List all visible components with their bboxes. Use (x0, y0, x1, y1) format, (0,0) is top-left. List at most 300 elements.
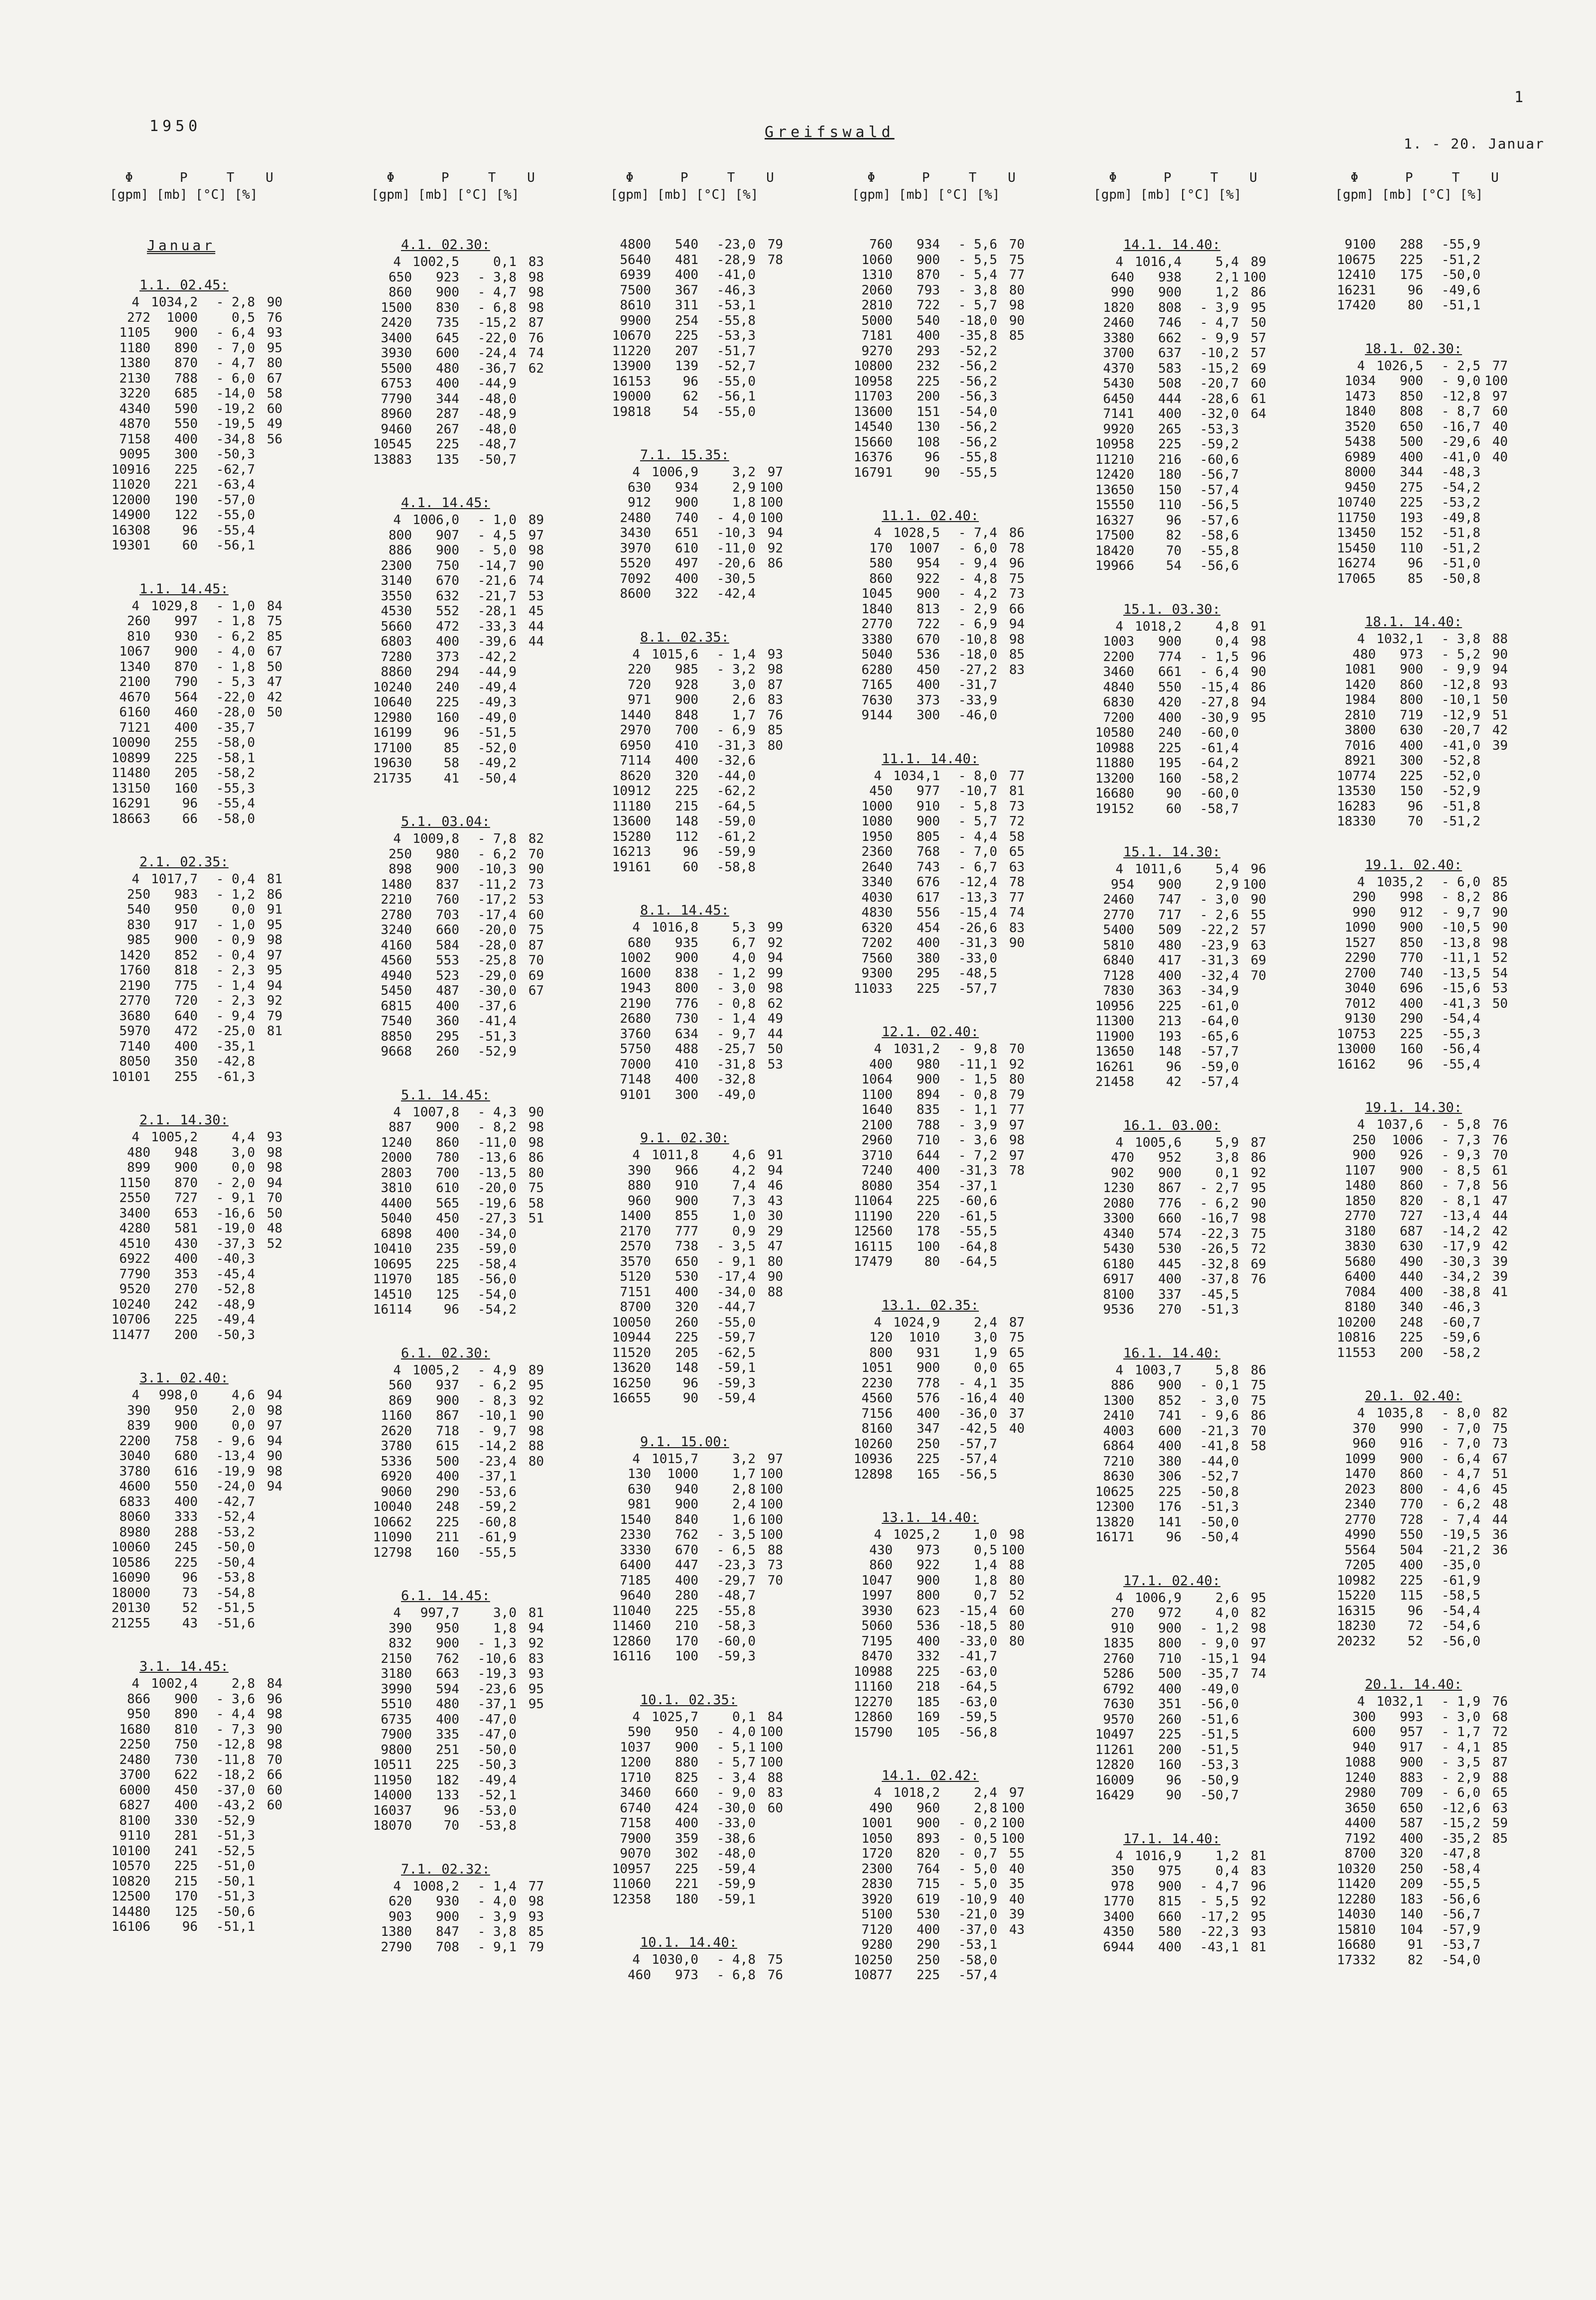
pressure-cell: 926 (1400, 1148, 1423, 1163)
humidity-cell: 78 (767, 252, 783, 268)
table-row (1335, 1209, 1594, 1224)
pressure-cell: 250 (1400, 1861, 1423, 1877)
humidity-cell (517, 756, 544, 771)
table-row (1335, 283, 1594, 298)
humidity-cell: 40 (1009, 1421, 1025, 1436)
table-row (1093, 285, 1352, 300)
pressure-cell: 225 (174, 750, 198, 766)
table-row (852, 844, 1111, 860)
geopotential-cell: 1107 (1344, 1163, 1376, 1178)
table-row (1335, 1907, 1594, 1922)
humidity-cell (1480, 1558, 1508, 1573)
temperature-cell: - 6,4 (216, 325, 255, 340)
temperature-cell: -59,9 (716, 844, 756, 859)
sounding-title: 15.1. 03.30: (1123, 601, 1221, 617)
temperature-cell: -52,1 (477, 1788, 517, 1803)
temperature-cell: - 3,8 (477, 1924, 517, 1939)
table-row (610, 1072, 869, 1087)
humidity-cell: 97 (528, 528, 544, 543)
pressure-cell: 225 (1158, 998, 1182, 1014)
pressure-cell: 867 (1158, 1181, 1182, 1196)
table-row (852, 829, 1111, 845)
geopotential-cell: 9100 (1344, 237, 1376, 252)
temperature-cell: - 6,2 (1441, 1497, 1480, 1512)
pressure-cell: 793 (917, 282, 940, 298)
table-row (371, 968, 630, 984)
table-row (110, 523, 369, 539)
pressure-cell: 96 (1407, 282, 1423, 298)
humidity-cell (1239, 1743, 1266, 1758)
temperature-cell: -64,8 (958, 1239, 997, 1254)
temperature-cell: - 6,8 (716, 1967, 756, 1983)
table-row (110, 1540, 369, 1555)
sounding-title: 17.1. 14.40: (1123, 1831, 1221, 1847)
data-column (1335, 0, 1594, 2300)
pressure-cell: 900 (675, 950, 698, 965)
table-row (852, 1102, 1111, 1118)
pressure-cell: 900 (436, 1636, 459, 1651)
geopotential-cell: 6815 (381, 998, 412, 1014)
humidity-cell (1239, 513, 1266, 529)
table-row (610, 920, 869, 936)
sounding-title: 3.1. 02.40: (139, 1370, 229, 1386)
temperature-cell: -56,6 (1199, 558, 1239, 573)
geopotential-cell: 6753 (381, 376, 412, 391)
humidity-cell (1239, 467, 1266, 483)
geopotential-cell: 3680 (119, 1008, 150, 1024)
humidity-cell: 70 (266, 1191, 282, 1206)
geopotential-cell: 10820 (111, 1874, 150, 1889)
humidity-cell: 81 (528, 1606, 544, 1621)
temperature-cell: -62,7 (216, 462, 255, 477)
humidity-cell: 44 (1492, 1209, 1508, 1223)
table-row (1093, 1150, 1352, 1166)
temperature-cell: -59,3 (716, 1649, 756, 1664)
temperature-cell: -51,5 (216, 1601, 255, 1616)
geopotential-cell: 1340 (119, 659, 150, 675)
pressure-cell: 740 (675, 510, 698, 526)
temperature-cell: - 4,9 (477, 1362, 517, 1378)
humidity-cell: 90 (1250, 665, 1266, 679)
humidity-cell: 80 (528, 1165, 544, 1181)
table-row (110, 1206, 369, 1221)
table-row (1093, 1060, 1352, 1075)
temperature-cell: -56,1 (216, 538, 255, 553)
humidity-cell: 90 (1492, 647, 1508, 662)
humidity-cell: 98 (266, 933, 282, 947)
temperature-cell: - 0,9 (216, 933, 255, 947)
table-row (1093, 1211, 1352, 1226)
geopotential-cell: 10695 (373, 1256, 412, 1272)
humidity-cell: 63 (1492, 1800, 1508, 1816)
table-row (1093, 786, 1352, 802)
temperature-cell: 1,9 (974, 1345, 997, 1360)
temperature-cell: -34,0 (477, 1226, 517, 1241)
pressure-cell: 170 (675, 1633, 698, 1649)
table-row (1093, 1196, 1352, 1212)
geopotential-cell: 11880 (1095, 756, 1134, 771)
pressure-cell: 66 (182, 811, 198, 826)
table-row (852, 1953, 1111, 1968)
geopotential-cell: 16274 (1336, 556, 1376, 571)
pressure-cell: 743 (917, 859, 940, 875)
pressure-cell: 225 (1158, 1484, 1182, 1499)
pressure-cell: 758 (174, 1433, 198, 1449)
geopotential-cell: 16655 (612, 1391, 651, 1406)
temperature-cell: -14,7 (477, 558, 517, 573)
geopotential-cell: 2460 (1103, 892, 1134, 907)
geopotential-cell: 16114 (373, 1302, 412, 1317)
pressure-cell: 178 (917, 1224, 940, 1239)
table-row (110, 1601, 369, 1616)
humidity-cell (255, 1312, 282, 1328)
temperature-cell: -57,9 (1441, 1922, 1480, 1937)
humidity-cell: 89 (528, 513, 544, 528)
humidity-cell: 98 (1009, 632, 1025, 647)
temperature-cell: 3,0 (232, 1145, 255, 1160)
table-row (610, 1755, 869, 1770)
table-row (1093, 1439, 1352, 1454)
table-row (852, 1209, 1111, 1224)
humidity-cell: 53 (528, 588, 544, 604)
humidity-cell (517, 1499, 544, 1515)
temperature-cell: -35,7 (1199, 1666, 1239, 1681)
table-row (852, 1148, 1111, 1164)
temperature-cell: - 3,6 (216, 1691, 255, 1707)
table-row (610, 860, 869, 875)
pressure-cell: 1005,2 (412, 1362, 459, 1378)
pressure-cell: 225 (1400, 1330, 1423, 1345)
geopotential-cell: 8700 (1344, 1846, 1376, 1861)
humidity-cell: 90 (1009, 936, 1025, 950)
temperature-cell: -64,5 (958, 1254, 997, 1269)
pressure-cell: 900 (675, 495, 698, 510)
pressure-cell: 160 (1158, 771, 1182, 786)
humidity-cell (756, 405, 783, 420)
geopotential-cell: 11300 (1095, 1014, 1134, 1029)
table-row (371, 1044, 630, 1060)
geopotential-cell: 8160 (861, 1421, 893, 1436)
pressure-cell: 295 (917, 966, 940, 981)
pressure-cell: 400 (675, 1284, 698, 1300)
pressure-cell: 480 (436, 361, 459, 376)
pressure-cell: 972 (1158, 1606, 1182, 1621)
sounding-block (110, 1370, 369, 1631)
geopotential-cell: 13600 (612, 814, 651, 829)
temperature-cell: -16,6 (216, 1206, 255, 1221)
geopotential-cell: 13883 (373, 452, 412, 467)
pressure-cell: 135 (436, 452, 459, 467)
geopotential-cell: 17332 (1336, 1952, 1376, 1968)
humidity-cell: 97 (1492, 389, 1508, 404)
temperature-cell: -51,3 (1199, 1499, 1239, 1514)
sounding-title: 15.1. 14.30: (1123, 844, 1221, 860)
geopotential-cell: 11750 (1336, 510, 1376, 526)
humidity-cell: 52 (1009, 1588, 1025, 1603)
pressure-cell: 400 (436, 1226, 459, 1241)
temperature-cell: 5,8 (1215, 1362, 1239, 1378)
temperature-cell: - 4,5 (477, 528, 517, 543)
pressure-cell: 788 (917, 1117, 940, 1133)
humidity-cell (517, 1241, 544, 1257)
temperature-cell: - 3,4 (716, 1770, 756, 1785)
pressure-cell: 934 (675, 480, 698, 495)
humidity-cell (517, 1226, 544, 1242)
humidity-cell (517, 1485, 544, 1500)
pressure-cell: 133 (436, 1788, 459, 1803)
geopotential-cell: 600 (1352, 1725, 1376, 1740)
geopotential-cell: 1984 (1344, 692, 1376, 707)
humidity-cell: 76 (767, 1967, 783, 1983)
pressure-cell: 96 (182, 523, 198, 538)
pressure-cell: 96 (1407, 556, 1423, 571)
temperature-cell: - 6,7 (958, 859, 997, 875)
humidity-cell (756, 1300, 783, 1315)
table-row (852, 677, 1111, 693)
temperature-cell: - 9,1 (216, 1191, 255, 1206)
temperature-cell: -28,1 (477, 604, 517, 619)
table-row (610, 1892, 869, 1907)
temperature-cell: -27,3 (477, 1211, 517, 1226)
geopotential-cell: 2300 (861, 1861, 893, 1877)
pressure-cell: 670 (917, 632, 940, 647)
geopotential-cell: 4 (1115, 619, 1123, 634)
table-row (110, 295, 369, 310)
temperature-cell: -54,6 (1441, 1619, 1480, 1633)
humidity-cell: 74 (528, 346, 544, 361)
temperature-cell: -55,8 (1199, 543, 1239, 558)
geopotential-cell: 16327 (1095, 513, 1134, 528)
geopotential-cell: 9920 (1103, 421, 1134, 437)
table-row (371, 300, 630, 316)
pressure-cell: 195 (1158, 756, 1182, 771)
sounding-block (1335, 614, 1594, 829)
geopotential-cell: 11261 (1095, 1742, 1134, 1758)
humidity-cell: 75 (1009, 252, 1025, 268)
geopotential-cell: 4340 (119, 401, 150, 416)
humidity-cell (997, 435, 1025, 450)
table-row (110, 508, 369, 523)
pressure-cell: 351 (1158, 1697, 1182, 1712)
temperature-cell: -20,7 (1441, 723, 1480, 738)
humidity-cell (1480, 753, 1508, 769)
geopotential-cell: 3710 (861, 1148, 893, 1163)
pressure-cell: 950 (675, 1725, 698, 1740)
geopotential-cell: 10060 (111, 1540, 150, 1555)
pressure-cell: 770 (1400, 1497, 1423, 1512)
sounding-block (110, 854, 369, 1084)
table-row (852, 1087, 1111, 1103)
table-row (110, 1191, 369, 1206)
pressure-cell: 205 (174, 766, 198, 781)
table-row (1093, 1469, 1352, 1485)
table-row (371, 1499, 630, 1515)
temperature-cell: -54,4 (1441, 1603, 1480, 1619)
temperature-cell: -61,4 (1199, 740, 1239, 756)
humidity-cell: 75 (1250, 1393, 1266, 1408)
humidity-cell: 87 (528, 315, 544, 330)
humidity-cell: 52 (1492, 950, 1508, 965)
pressure-cell: 900 (675, 1497, 698, 1512)
humidity-cell (255, 1251, 282, 1267)
humidity-cell (255, 812, 282, 827)
table-row (852, 571, 1111, 587)
table-row (1093, 437, 1352, 452)
geopotential-cell: 2060 (861, 282, 893, 298)
temperature-cell: -33,0 (958, 950, 997, 966)
sounding-block (371, 1588, 630, 1834)
pressure-cell: 741 (1158, 1408, 1182, 1423)
table-row (1335, 450, 1594, 465)
temperature-cell: 0,5 (974, 1542, 997, 1558)
geopotential-cell: 10956 (1095, 998, 1134, 1014)
temperature-cell: -19,3 (477, 1666, 517, 1681)
pressure-cell: 1035,8 (1376, 1406, 1423, 1421)
geopotential-cell: 7158 (119, 431, 150, 447)
temperature-cell: -51,0 (216, 1859, 255, 1874)
temperature-cell: - 9,7 (1441, 905, 1480, 920)
pressure-cell: 900 (174, 325, 198, 340)
geopotential-cell: 4870 (119, 416, 150, 431)
sounding-title: 7.1. 15.35: (640, 447, 729, 463)
pressure-cell: 660 (436, 923, 459, 938)
table-row (110, 751, 369, 766)
pressure-cell: 830 (436, 300, 459, 315)
geopotential-cell: 6803 (381, 634, 412, 649)
table-row (852, 1649, 1111, 1664)
table-row (1093, 1257, 1352, 1272)
geopotential-cell: 12798 (373, 1545, 412, 1560)
temperature-cell: -14,2 (477, 1439, 517, 1454)
humidity-cell (1480, 495, 1508, 511)
geopotential-cell: 10675 (1336, 252, 1376, 268)
pressure-cell: 536 (917, 647, 940, 662)
temperature-cell: -34,2 (1441, 1269, 1480, 1284)
table-row (110, 341, 369, 356)
geopotential-cell: 5520 (620, 556, 651, 571)
humidity-cell: 70 (266, 1752, 282, 1767)
table-row (610, 1042, 869, 1057)
table-row (1335, 465, 1594, 480)
pressure-cell: 852 (1158, 1393, 1182, 1408)
pressure-cell: 700 (436, 1165, 459, 1181)
pressure-cell: 530 (1158, 1241, 1182, 1256)
temperature-cell: -58,8 (716, 859, 756, 875)
geopotential-cell: 4 (132, 1130, 139, 1145)
temperature-cell: -15,2 (1199, 361, 1239, 376)
geopotential-cell: 10570 (111, 1859, 150, 1874)
temperature-cell: -58,5 (1441, 1588, 1480, 1603)
table-row (371, 1818, 630, 1834)
geopotential-cell: 5970 (119, 1024, 150, 1039)
pressure-cell: 337 (1158, 1287, 1182, 1302)
temperature-cell: -54,0 (477, 1287, 517, 1302)
humidity-cell (1480, 1634, 1508, 1649)
geopotential-cell: 540 (127, 902, 150, 917)
humidity-cell: 50 (1492, 692, 1508, 707)
geopotential-cell: 10100 (111, 1843, 150, 1859)
geopotential-cell: 2130 (119, 371, 150, 386)
geopotential-cell: 9520 (119, 1282, 150, 1297)
humidity-cell (756, 799, 783, 814)
geopotential-cell: 886 (389, 543, 412, 558)
geopotential-cell: 15550 (1095, 498, 1134, 513)
geopotential-cell: 1835 (1103, 1636, 1134, 1651)
humidity-cell (1480, 1937, 1508, 1953)
table-row (371, 953, 630, 968)
pressure-cell: 260 (675, 1315, 698, 1330)
sounding-block (610, 1935, 869, 1983)
temperature-cell: -21,3 (1199, 1423, 1239, 1439)
pressure-cell: 62 (682, 389, 698, 404)
pressure-cell: 430 (174, 1236, 198, 1251)
humidity-cell (997, 389, 1025, 405)
table-row (1335, 374, 1594, 389)
table-row (610, 1877, 869, 1892)
table-row (852, 708, 1111, 723)
geopotential-cell: 11520 (612, 1345, 651, 1360)
temperature-cell: -57,7 (958, 1436, 997, 1452)
humidity-cell: 35 (1009, 1375, 1025, 1391)
geopotential-cell: 8630 (1103, 1469, 1134, 1484)
table-row (610, 1269, 869, 1285)
geopotential-cell: 5450 (381, 983, 412, 998)
humidity-cell: 95 (266, 340, 282, 356)
table-row (852, 1725, 1111, 1741)
table-row (1335, 1330, 1594, 1346)
humidity-cell: 100 (1243, 877, 1266, 892)
geopotential-cell: 1950 (861, 829, 893, 844)
geopotential-cell: 10410 (373, 1241, 412, 1256)
geopotential-cell: 350 (1111, 1864, 1134, 1879)
geopotential-cell: 2980 (1344, 1785, 1376, 1800)
pressure-cell: 141 (1158, 1514, 1182, 1530)
temperature-cell: -11,8 (216, 1752, 255, 1767)
geopotential-cell: 20232 (1336, 1633, 1376, 1649)
table-row (1335, 1892, 1594, 1907)
pressure-cell: 70 (1407, 814, 1423, 829)
humidity-cell (756, 389, 783, 405)
humidity-cell: 80 (1009, 1633, 1025, 1649)
humidity-cell: 94 (1250, 695, 1266, 710)
humidity-cell: 75 (528, 1181, 544, 1196)
geopotential-cell: 9130 (1344, 1011, 1376, 1026)
temperature-cell: 3,0 (974, 1330, 997, 1345)
pressure-cell: 760 (436, 892, 459, 907)
table-row (1335, 708, 1594, 723)
geopotential-cell: 490 (869, 1800, 893, 1816)
humidity-cell (255, 1509, 282, 1525)
pressure-cell: 332 (917, 1649, 940, 1664)
temperature-cell: 1,8 (732, 495, 756, 510)
table-row (1335, 1254, 1594, 1270)
sounding-title: 9.1. 02.30: (640, 1130, 729, 1146)
humidity-cell: 100 (760, 1512, 783, 1527)
pressure-cell: 1025,7 (652, 1709, 698, 1725)
pressure-cell: 940 (675, 1482, 698, 1497)
humidity-cell: 85 (767, 723, 783, 738)
geopotential-cell: 14900 (111, 508, 150, 523)
pressure-cell: 870 (174, 1175, 198, 1191)
geopotential-cell: 4350 (1103, 1924, 1134, 1939)
pressure-cell: 96 (443, 1803, 459, 1818)
humidity-cell: 95 (1250, 1590, 1266, 1606)
pressure-cell: 148 (675, 1360, 698, 1375)
geopotential-cell: 2760 (1103, 1651, 1134, 1666)
pressure-cell: 630 (1400, 723, 1423, 738)
geopotential-cell: 3930 (861, 1603, 893, 1619)
pressure-cell: 255 (174, 1069, 198, 1084)
